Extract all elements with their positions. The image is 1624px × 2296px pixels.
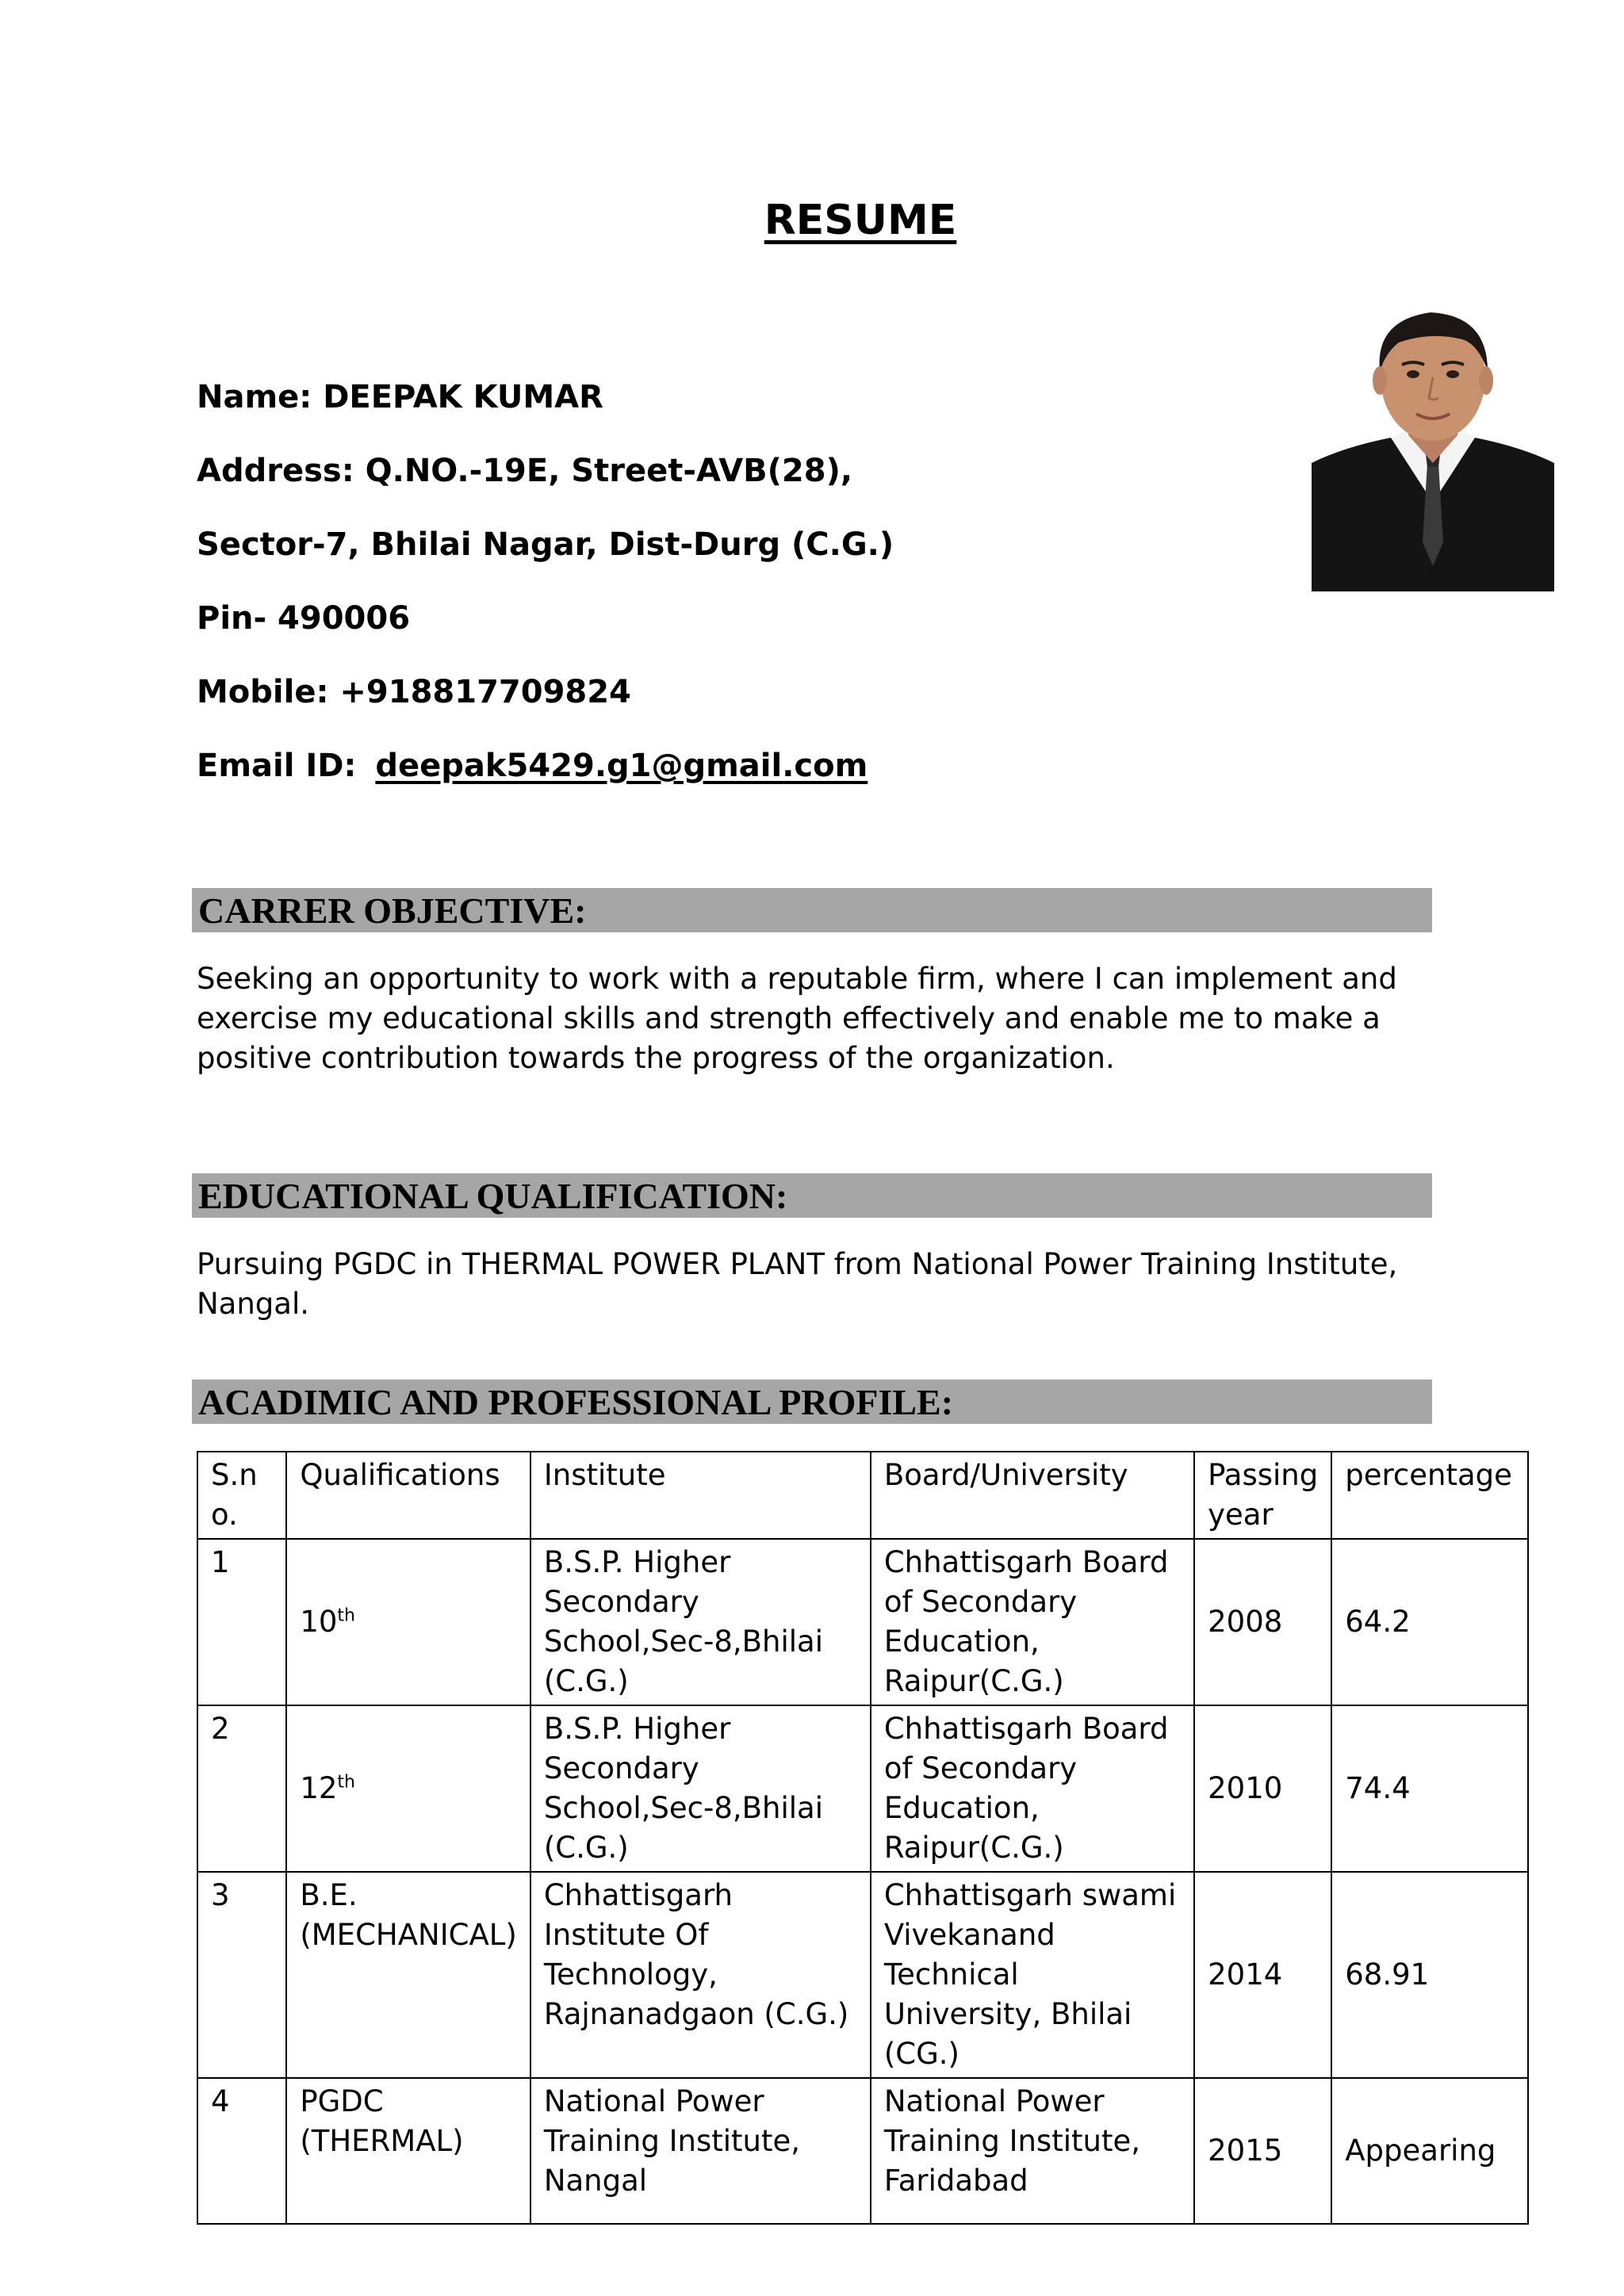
row-board: Chhattisgarh swami Vivekanand Technical University, Bhilai (CG.)	[871, 1872, 1194, 2078]
row-sno: 3	[197, 1872, 286, 2078]
profile-heading: ACADIMIC AND PROFESSIONAL PROFILE:	[198, 1382, 954, 1422]
ordinal-suffix: th	[337, 1605, 355, 1626]
row-institute: B.S.P. Higher Secondary School,Sec-8,Bhilai (C.G.)	[530, 1539, 871, 1705]
header-passing-year: Passing year	[1194, 1452, 1331, 1539]
page-title: RESUME	[764, 197, 957, 244]
academic-profile-table	[197, 1451, 1529, 2225]
row-percentage: Appearing	[1331, 2078, 1528, 2224]
table-header-row	[197, 1452, 1528, 1539]
row-board: National Power Training Institute, Faridabad	[871, 2078, 1194, 2224]
table-row	[197, 1539, 1528, 1705]
header-board: Board/University	[871, 1452, 1194, 1539]
row-year: 2008	[1194, 1539, 1331, 1705]
address-line-1: Address: Q.NO.-19E, Street-AVB(28),	[197, 453, 853, 489]
table-row	[197, 2078, 1528, 2224]
personal-info	[197, 369, 894, 812]
header-sno: S.no.	[197, 1452, 286, 1539]
table-row	[197, 1872, 1528, 2078]
name-line: Name: DEEPAK KUMAR	[197, 379, 603, 415]
education-heading: EDUCATIONAL QUALIFICATION:	[198, 1176, 788, 1216]
objective-heading: CARRER OBJECTIVE:	[198, 890, 587, 931]
address-line-2: Sector-7, Bhilai Nagar, Dist-Durg (C.G.)	[197, 526, 894, 563]
email-label: Email ID:	[197, 748, 357, 784]
objective-heading-bar	[192, 888, 1432, 932]
education-text: Pursuing PGDC in THERMAL POWER PLANT from National Power Training Institute, Nangal.	[197, 1247, 1398, 1321]
email-line	[197, 738, 894, 812]
row-institute: B.S.P. Higher Secondary School,Sec-8,Bhilai (C.G.)	[530, 1705, 871, 1872]
row-qualification: 10th	[286, 1539, 530, 1705]
mobile-line: Mobile: +918817709824	[197, 674, 631, 710]
row-board: Chhattisgarh Board of Secondary Education, Raipur(C.G.)	[871, 1539, 1194, 1705]
header-percentage: percentage	[1331, 1452, 1528, 1539]
header-qualifications: Qualifications	[286, 1452, 530, 1539]
row-qualification: PGDC (THERMAL)	[286, 2078, 530, 2224]
row-year: 2015	[1194, 2078, 1331, 2224]
row-institute: Chhattisgarh Institute Of Technology, Rajnanadgaon (C.G.)	[530, 1872, 871, 2078]
row-percentage: 64.2	[1331, 1539, 1528, 1705]
row-year: 2014	[1194, 1872, 1331, 2078]
row-sno: 4	[197, 2078, 286, 2224]
row-qualification: B.E. (MECHANICAL)	[286, 1872, 530, 2078]
row-sno: 2	[197, 1705, 286, 1872]
education-heading-bar	[192, 1173, 1432, 1218]
row-qualification: 12th	[286, 1705, 530, 1872]
row-board: Chhattisgarh Board of Secondary Education, Raipur(C.G.)	[871, 1705, 1194, 1872]
email-link[interactable]: deepak5429.g1@gmail.com	[375, 748, 868, 784]
row-year: 2010	[1194, 1705, 1331, 1872]
ordinal-suffix: th	[337, 1772, 355, 1793]
profile-photo	[1312, 304, 1554, 591]
row-sno: 1	[197, 1539, 286, 1705]
row-percentage: 74.4	[1331, 1705, 1528, 1872]
objective-text: Seeking an opportunity to work with a reputable firm, where I can implement and exercise my educational skills and strength effectively and enable me to make a positive contribution towards the progress of the organization.	[197, 962, 1397, 1075]
row-institute: National Power Training Institute, Nangal	[530, 2078, 871, 2224]
header-institute: Institute	[530, 1452, 871, 1539]
profile-photo-illustration	[1312, 304, 1554, 591]
pin-line: Pin- 490006	[197, 600, 411, 637]
row-percentage: 68.91	[1331, 1872, 1528, 2078]
table-row	[197, 1705, 1528, 1872]
profile-heading-bar	[192, 1380, 1432, 1424]
